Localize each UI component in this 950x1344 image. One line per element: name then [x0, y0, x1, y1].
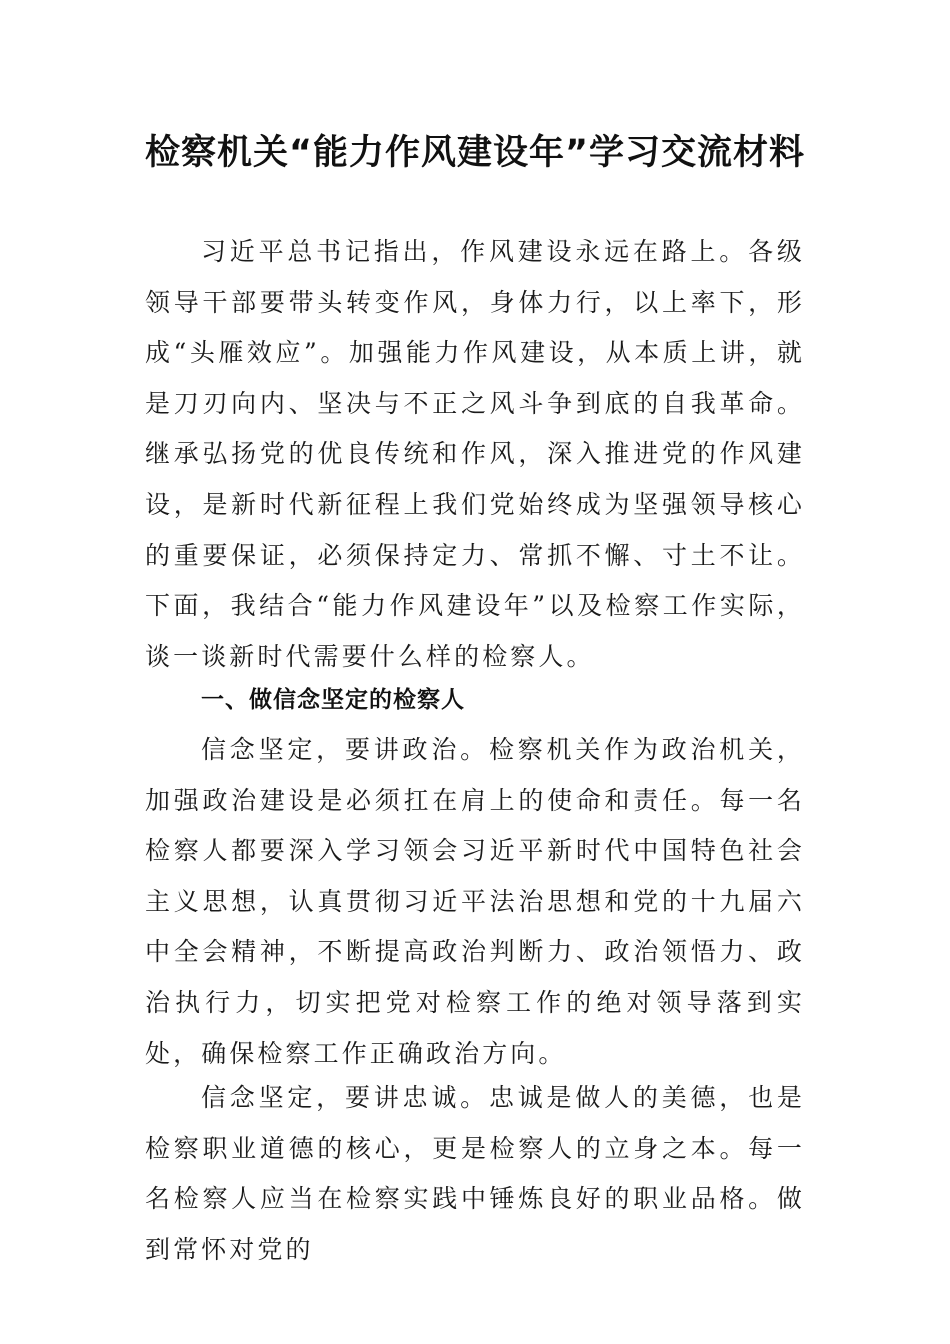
loyalty-paragraph: 信念坚定，要讲忠诚。忠诚是做人的美德，也是检察职业道德的核心，更是检察人的立身之本。每一名检察人应当在检察实践中锤炼良好的职业品格。做到常怀对党的 — [145, 1083, 805, 1264]
document-title: 检察机关“能力作风建设年”学习交流材料 — [145, 133, 806, 173]
section-heading: 一、做信念坚定的检察人 — [201, 687, 465, 713]
politics-paragraph: 信念坚定，要讲政治。检察机关作为政治机关，加强政治建设是必须扛在肩上的使命和责任。每一名检察人都要深入学习领会习近平新时代中国特色社会主义思想，认真贯彻习近平法治思想和党的十九届六中全会精神，不断提高政治判断力、政治领悟力、政治执行力，切实把党对检察工作的绝对领导落到实处，确保检察工作正确政治方向。 — [145, 735, 805, 1068]
intro-paragraph: 习近平总书记指出，作风建设永远在路上。各级领导干部要带头转变作风，身体力行，以上率下，形成“头雁效应”。加强能力作风建设，从本质上讲，就是刀刃向内、坚决与不正之风斗争到底的自我革命。继承弘扬党的优良传统和作风，深入推进党的作风建设，是新时代新征程上我们党始终成为坚强领导核心的重要保证，必须保持定力、常抓不懈、寸土不让。下面，我结合“能力作风建设年”以及检察工作实际，谈一谈新时代需要什么样的检察人。 — [145, 237, 805, 671]
